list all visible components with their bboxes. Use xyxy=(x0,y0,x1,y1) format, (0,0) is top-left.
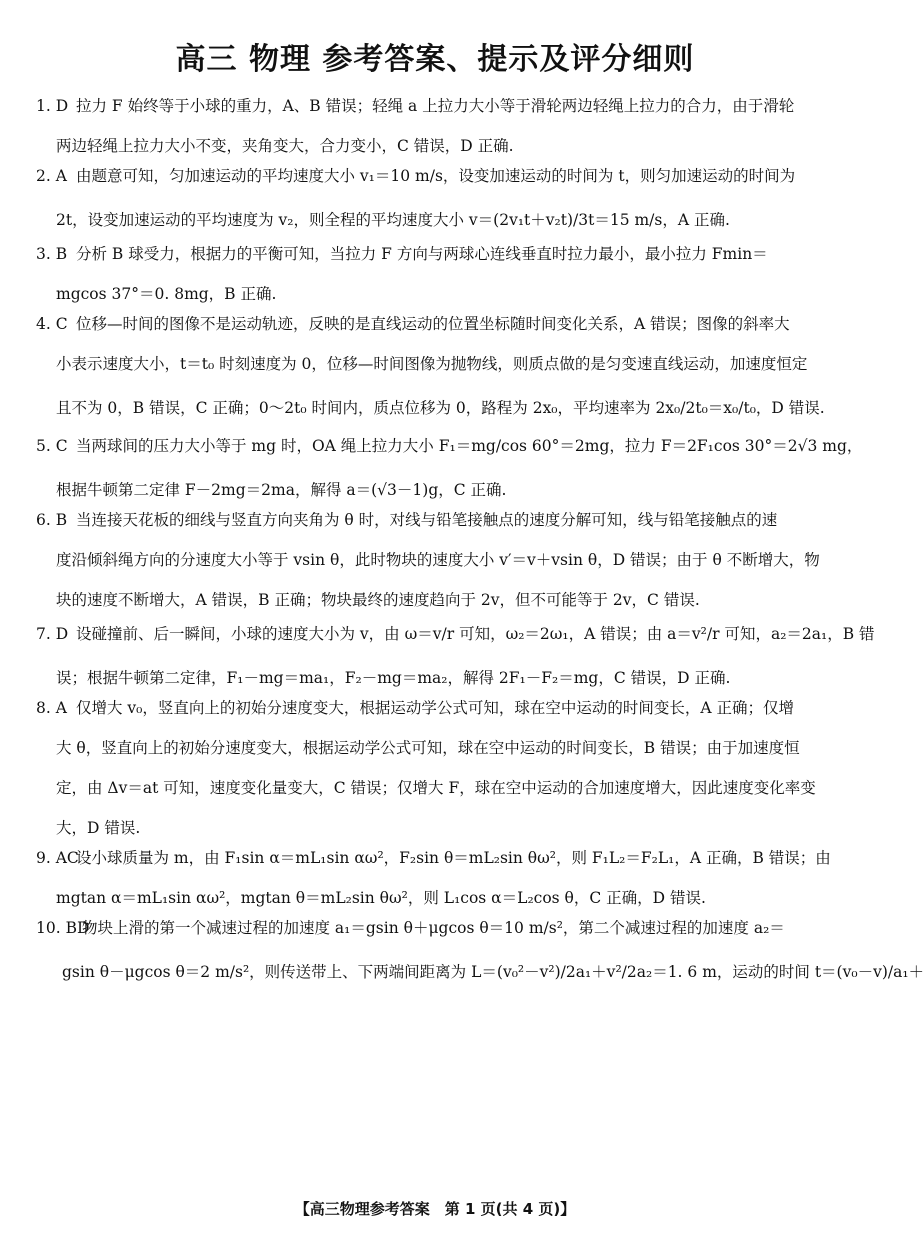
answer-text: mgtan α＝mL₁sin αω²，mgtan θ＝mL₂sin θω²，则 L₁cos α＝L₂cos θ，C 正确，D 错误. xyxy=(56,889,706,907)
answer-text: 当两球间的压力大小等于 mg 时，OA 绳上拉力大小 F₁＝mg/cos 60°＝2mg，拉力 F＝2F₁cos 30°＝2√3 mg， xyxy=(76,437,863,455)
answer-text: 当连接天花板的细线与竖直方向夹角为 θ 时，对线与铅笔接触点的速度分解可知，线与铅笔接触点的速 xyxy=(76,511,778,529)
answer-text: 设碰撞前、后一瞬间，小球的速度大小为 v，由 ω＝v/r 可知，ω₂＝2ω₁，A 错误；由 a＝v²/r 可知，a₂＝2a₁，B 错 xyxy=(76,625,875,643)
answer-text: 2t，设变加速运动的平均速度为 v₂，则全程的平均速度大小 v＝(2v₁t＋v₂t)/3t＝15 m/s，A 正确. xyxy=(56,211,730,229)
answer-text: 根据牛顿第二定律 F－2mg＝2ma，解得 a＝(√3－1)g，C 正确. xyxy=(56,481,507,499)
answer-item xyxy=(36,620,875,688)
answer-text: 设小球质量为 m，由 F₁sin α＝mL₁sin αω²，F₂sin θ＝mL₂sin θω²，则 F₁L₂＝F₂L₁，A 正确，B 错误；由 xyxy=(76,849,831,867)
answer-text: 定，由 Δv＝at 可知，速度变化量变大，C 错误；仅增大 F，球在空中运动的合加速度增大，因此速度变化率变 xyxy=(56,779,816,797)
answer-text: 块的速度不断增大，A 错误，B 正确；物块最终的速度趋向于 2v，但不可能等于 2v，C 错误. xyxy=(56,591,700,609)
answer-number: 7. D xyxy=(36,625,69,643)
answer-text: 两边轻绳上拉力大小不变，夹角变大，合力变小，C 错误，D 正确. xyxy=(56,137,514,155)
answer-text: gsin θ－μgcos θ＝2 m/s²，则传送带上、下两端间距离为 L＝(v₀²－v²)/2a₁＋v²/2a₂＝1. 6 m，运动的时间 t＝(v₀－v)/a₁＋ xyxy=(62,963,924,981)
answer-number: 3. B xyxy=(36,245,68,263)
answer-item xyxy=(36,918,924,986)
answer-number: 2. A xyxy=(36,167,67,185)
answer-item xyxy=(36,96,836,156)
answer-text: 度沿倾斜绳方向的分速度大小等于 vsin θ，此时物块的速度大小 v′＝v＋vsin θ，D 错误；由于 θ 不断增大，物 xyxy=(56,551,820,569)
answer-number: 1. D xyxy=(36,97,69,115)
answer-item xyxy=(36,510,836,610)
answer-number: 4. C xyxy=(36,315,68,333)
answer-text: 大 θ，竖直向上的初始分速度变大，根据运动学公式可知，球在空中运动的时间变长，B 错误；由于加速度恒 xyxy=(56,739,800,757)
answer-text: 拉力 F 始终等于小球的重力，A、B 错误；轻绳 a 上拉力大小等于滑轮两边轻绳上拉力的合力，由于滑轮 xyxy=(76,97,795,115)
answer-number: 5. C xyxy=(36,437,68,455)
answer-item xyxy=(36,244,836,304)
answer-item xyxy=(36,432,863,500)
answer-text: 大，D 错误. xyxy=(56,819,141,837)
answer-text: 分析 B 球受力，根据力的平衡可知，当拉力 F 方向与两球心连线垂直时拉力最小，最小拉力 Fmin＝ xyxy=(76,245,768,263)
answer-list xyxy=(36,96,924,996)
answer-number: 10. BD xyxy=(36,919,90,937)
answer-text: 位移—时间的图像不是运动轨迹，反映的是直线运动的位置坐标随时间变化关系，A 错误；图像的斜率大 xyxy=(76,315,790,333)
answer-number: 8. A xyxy=(36,699,67,717)
answer-text: 小表示速度大小，t＝t₀ 时刻速度为 0，位移—时间图像为抛物线，则质点做的是匀变速直线运动，加速度恒定 xyxy=(56,355,808,373)
page-title: 高三 物理 参考答案、提示及评分细则 xyxy=(175,42,695,77)
answer-number: 9. AC xyxy=(36,849,79,867)
answer-text: 由题意可知，匀加速运动的平均速度大小 v₁＝10 m/s，设变加速运动的时间为 t，则匀加速运动的时间为 xyxy=(76,167,796,185)
answer-number: 6. B xyxy=(36,511,68,529)
answer-item xyxy=(36,314,836,422)
answer-text: mgcos 37°＝0. 8mg，B 正确. xyxy=(56,285,277,303)
answer-text: 误；根据牛顿第二定律，F₁－mg＝ma₁，F₂－mg＝ma₂，解得 2F₁－F₂＝mg，C 错误，D 正确. xyxy=(56,669,731,687)
answer-text: 仅增大 v₀，竖直向上的初始分速度变大，根据运动学公式可知，球在空中运动的时间变长，A 正确；仅增 xyxy=(76,699,795,717)
answer-item xyxy=(36,848,836,908)
answer-text: 物块上滑的第一个减速过程的加速度 a₁＝gsin θ＋μgcos θ＝10 m/s²，第二个减速过程的加速度 a₂＝ xyxy=(82,919,785,937)
page-footer: 【高三物理参考答案 第 1 页(共 4 页)】 xyxy=(294,1200,576,1218)
answer-text: 且不为 0，B 错误，C 正确；0～2t₀ 时间内，质点位移为 0，路程为 2x₀，平均速率为 2x₀/2t₀＝x₀/t₀，D 错误. xyxy=(56,399,825,417)
answer-item xyxy=(36,166,836,234)
answer-item xyxy=(36,698,836,838)
